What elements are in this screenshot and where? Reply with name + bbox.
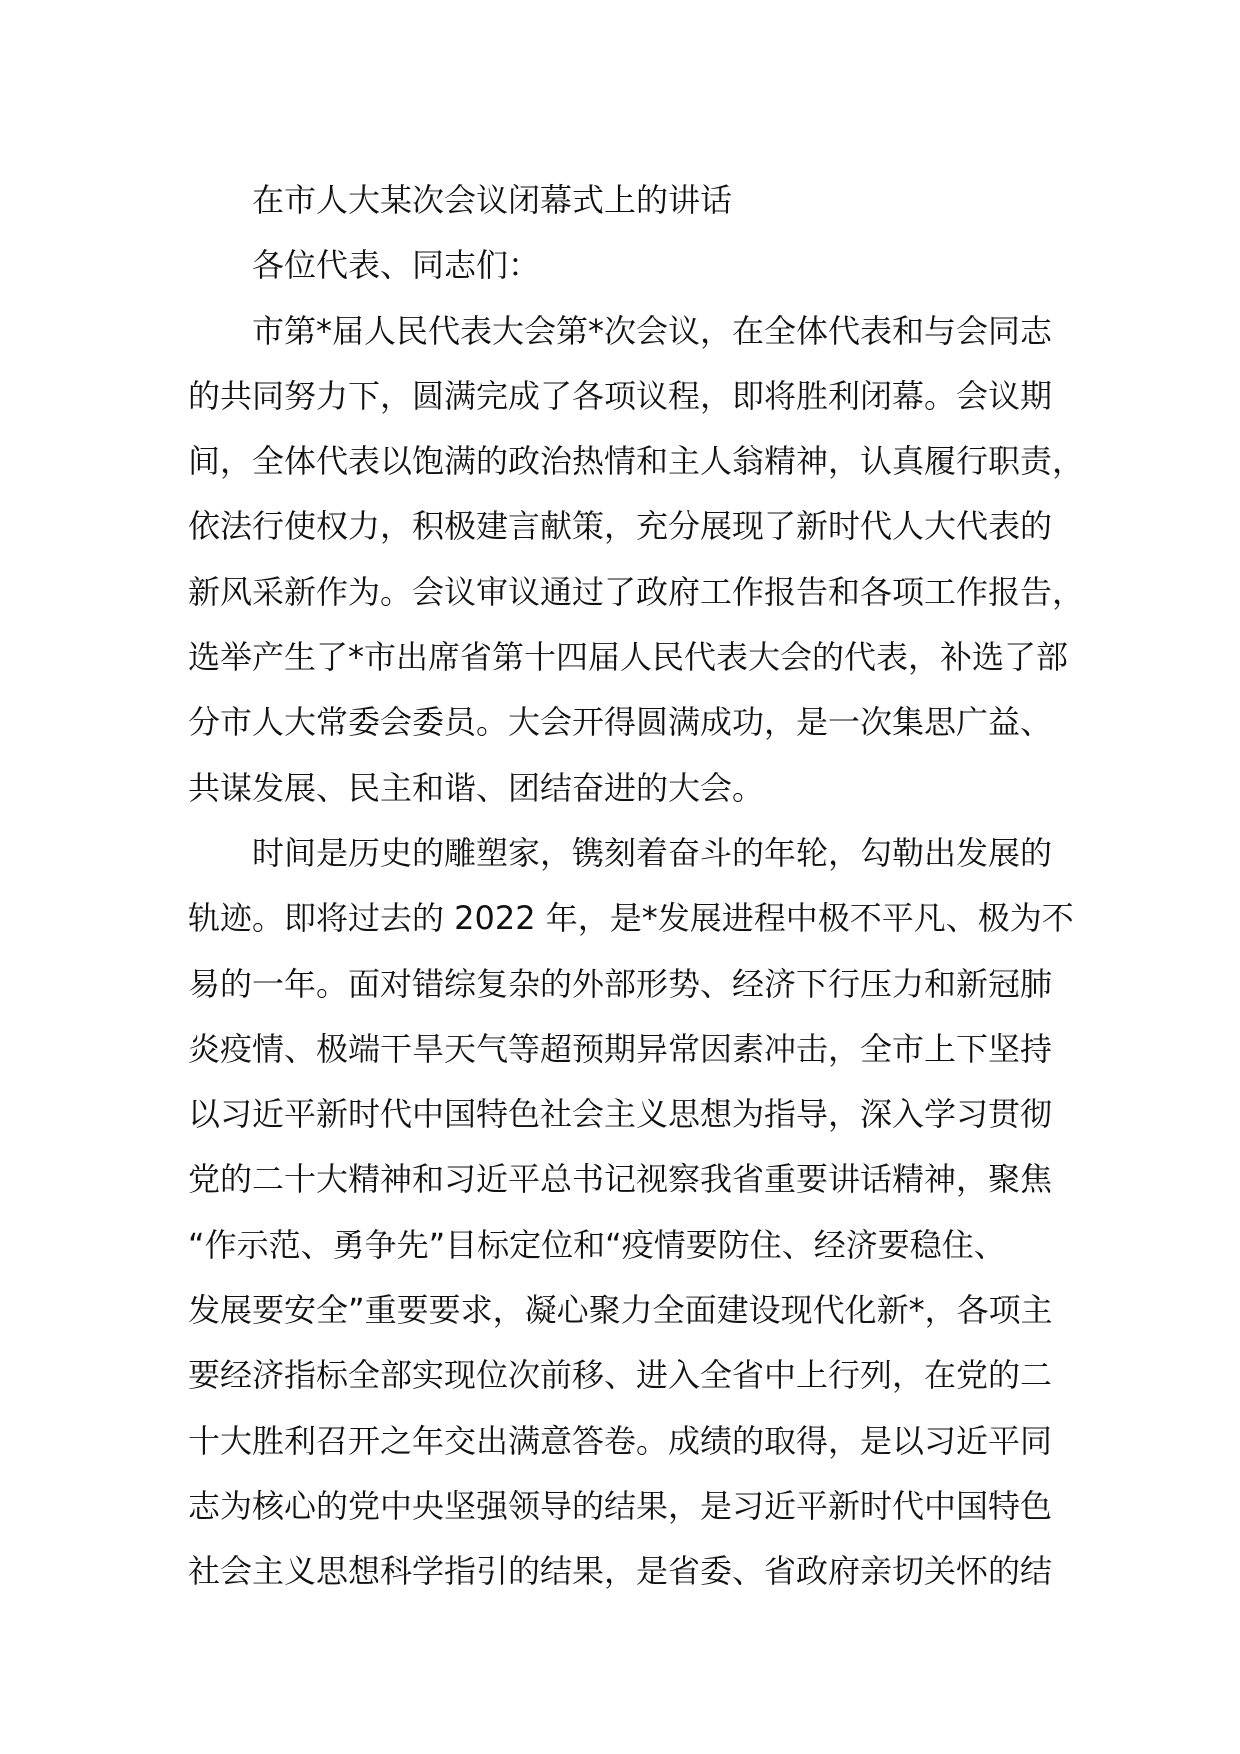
text-line: 发展要安全”重要要求，凝心聚力全面建设现代化新*，各项主 — [188, 1291, 1053, 1330]
paragraph-2 — [188, 821, 1088, 1605]
text-line: 轨迹。即将过去的 2022 年，是*发展进程中极不平凡、极为不 — [188, 899, 1074, 938]
text-line: 志为核心的党中央坚强领导的结果，是习近平新时代中国特色 — [188, 1486, 1053, 1525]
paragraph-1 — [188, 299, 1088, 821]
text-line: “作示范、勇争先”目标定位和“疫情要防住、经济要稳住、 — [188, 1225, 1006, 1264]
text-line: 党的二十大精神和习近平总书记视察我省重要讲话精神，聚焦 — [188, 1160, 1053, 1199]
text-line: 市第*届人民代表大会第*次会议，在全体代表和与会同志 — [252, 311, 1053, 350]
text-line: 的共同努力下，圆满完成了各项议程，即将胜利闭幕。会议期 — [188, 376, 1053, 415]
text-line: 易的一年。面对错综复杂的外部形势、经济下行压力和新冠肺 — [188, 964, 1053, 1003]
salutation: 各位代表、同志们： — [252, 246, 541, 285]
text-line: 炎疫情、极端干旱天气等超预期异常因素冲击，全市上下坚持 — [188, 1029, 1053, 1068]
text-line: 选举产生了*市出席省第十四届人民代表大会的代表，补选了部 — [188, 638, 1069, 677]
document-body — [188, 168, 1088, 1605]
text-line: 时间是历史的雕塑家，镌刻着奋斗的年轮，勾勒出发展的 — [252, 833, 1053, 872]
text-line: 以习近平新时代中国特色社会主义思想为指导，深入学习贯彻 — [188, 1095, 1053, 1134]
text-line: 间，全体代表以饱满的政治热情和主人翁精神，认真履行职责， — [188, 442, 1085, 481]
text-line: 新风采新作为。会议审议通过了政府工作报告和各项工作报告， — [188, 572, 1085, 611]
text-line: 社会主义思想科学指引的结果，是省委、省政府亲切关怀的结 — [188, 1552, 1053, 1591]
document-title: 在市人大某次会议闭幕式上的讲话 — [252, 181, 733, 219]
text-line: 要经济指标全部实现位次前移、进入全省中上行列，在党的二 — [188, 1356, 1053, 1395]
text-line: 十大胜利召开之年交出满意答卷。成绩的取得，是以习近平同 — [188, 1421, 1053, 1460]
text-line: 共谋发展、民主和谐、团结奋进的大会。 — [188, 768, 765, 807]
text-line: 依法行使权力，积极建言献策，充分展现了新时代人大代表的 — [188, 507, 1053, 546]
text-line: 分市人大常委会委员。大会开得圆满成功，是一次集思广益、 — [188, 703, 1053, 742]
